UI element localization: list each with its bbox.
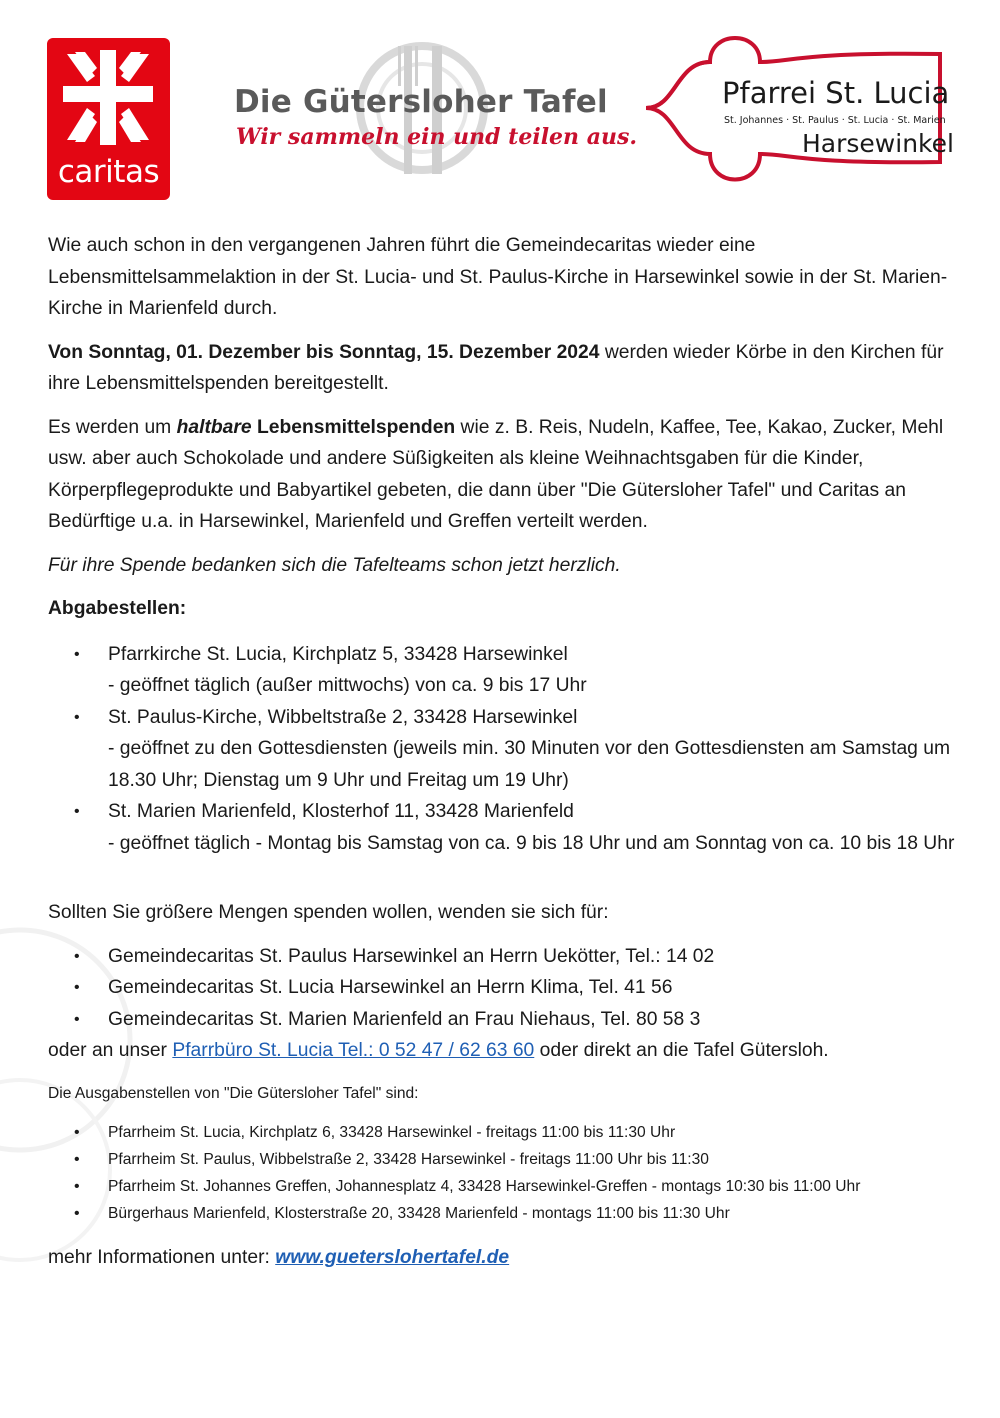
pfarrei-place: Harsewinkel (802, 129, 954, 158)
dropoff-address: • Pfarrkirche St. Lucia, Kirchplatz 5, 33428 Harsewinkel (108, 643, 568, 665)
list-item (48, 796, 960, 859)
dropoff-heading-text: Abgabestellen: (48, 598, 187, 619)
pfarrei-subtitle: St. Johannes · St. Paulus · St. Lucia · St. Marien (724, 115, 946, 126)
caritas-logo-label: caritas (57, 154, 160, 190)
list-item: • Gemeindecaritas St. Lucia Harsewinkel an Herrn Klima, Tel. 41 56 (48, 972, 960, 1004)
dropoff-hours: - geöffnet täglich - Montag bis Samstag von ca. 9 bis 18 Uhr und am Sonntag von ca. 10 bis 18 Uhr (108, 832, 955, 854)
tafel-website-link[interactable]: www.gueterslohertafel.de (275, 1246, 510, 1268)
outlets-section (48, 1081, 960, 1226)
more-info (48, 1242, 960, 1274)
list-item: • Bürgerhaus Marienfeld, Klosterstraße 20, 33428 Marienfeld - montags 11:00 bis 11:30 Uhr (48, 1201, 960, 1226)
outro-pre: oder an unser (48, 1040, 173, 1061)
pfarrei-name: Pfarrei St. Lucia (722, 76, 950, 110)
flyer-body (48, 230, 960, 1285)
more-info-pre: mehr Informationen unter: (48, 1246, 276, 1268)
contacts-outro (48, 1035, 960, 1067)
outlets-list (48, 1120, 960, 1226)
dropoff-address: • St. Marien Marienfeld, Klosterhof 11, 33428 Marienfeld (108, 801, 574, 822)
thanks-text: Für ihre Spende bedanken sich die Tafelteams schon jetzt herzlich. (48, 554, 621, 576)
dropoff-hours: - geöffnet täglich (außer mittwochs) von ca. 9 bis 17 Uhr (108, 675, 587, 696)
tafel-logo (232, 40, 637, 180)
pfarrbuero-link[interactable]: Pfarrbüro St. Lucia Tel.: 0 52 47 / 62 63 60 (172, 1040, 535, 1061)
caritas-cross-icon (63, 50, 153, 145)
tafel-name: Die Gütersloher Tafel (234, 84, 608, 120)
request-bold: Lebensmittelspenden (251, 416, 456, 438)
dates-paragraph (48, 337, 960, 400)
contacts-intro: Sollten Sie größere Mengen spenden wollen, wenden sie sich für: (48, 902, 609, 923)
dates-rest: werden wieder Körbe in den Kirchen für ihre Lebensmittelspenden bereitgestellt. (48, 341, 944, 394)
list-item: • Pfarrheim St. Lucia, Kirchplatz 6, 33428 Harsewinkel - freitags 11:00 bis 11:30 Uhr (48, 1120, 960, 1145)
dropoff-list (48, 639, 960, 860)
dropoff-hours: - geöffnet zu den Gottesdiensten (jeweils min. 30 Minuten vor den Gottesdiensten am Samstag um 18.30 Uhr; Dienstag um 9 Uhr und Freitag um 19 Uhr) (108, 738, 951, 791)
tafel-slogan: Wir sammeln ein und teilen aus. (236, 124, 637, 150)
list-item: • Pfarrheim St. Johannes Greffen, Johannesplatz 4, 33428 Harsewinkel-Greffen - montags 10:30 bis 11:00 Uhr (48, 1174, 960, 1199)
request-paragraph (48, 412, 960, 538)
dates-bold: Von Sonntag, 01. Dezember bis Sonntag, 15. Dezember 2024 (48, 341, 600, 363)
request-haltbare: haltbare (176, 416, 252, 438)
dropoff-address: • St. Paulus-Kirche, Wibbeltstraße 2, 33428 Harsewinkel (108, 706, 578, 728)
list-item: • Gemeindecaritas St. Paulus Harsewinkel an Herrn Uekötter, Tel.: 14 02 (48, 941, 960, 973)
pfarrei-logo (640, 32, 960, 192)
list-item (48, 702, 960, 797)
thanks-paragraph (48, 550, 960, 582)
contacts-list (48, 941, 960, 1036)
list-item (48, 639, 960, 702)
list-item: • Pfarrheim St. Paulus, Wibbelstraße 2, 33428 Harsewinkel - freitags 11:00 Uhr bis 11:30 (48, 1147, 960, 1172)
request-rest: wie z. B. Reis, Nudeln, Kaffee, Tee, Kakao, Zucker, Mehl usw. aber auch Schokolade und andere Süßigkeiten als kleine Weihnachtsgaben für die Kinder, Körperpflegeprodukte und Babyartikel gebeten, die dann über "Die Gütersloher Tafel" und Caritas an Bedürftige u.a. in Harsewinkel, Marienfeld und Greffen verteilt werden. (48, 416, 944, 532)
outlets-heading: Die Ausgabenstellen von "Die Gütersloher Tafel" sind: (48, 1084, 419, 1102)
quatrefoil-frame-icon (640, 32, 960, 192)
intro-paragraph: Wie auch schon in den vergangenen Jahren führt die Gemeindecaritas wieder eine Lebensmittelsammelaktion in der St. Lucia- und St. Paulus-Kirche in Harsewinkel sowie in der St. Marien-Kirche in Marienfeld durch. (48, 235, 948, 319)
request-pre: Es werden um (48, 416, 177, 438)
caritas-logo (47, 38, 170, 200)
dropoff-heading (48, 593, 960, 625)
outro-post: oder direkt an die Tafel Gütersloh. (534, 1040, 829, 1061)
list-item: • Gemeindecaritas St. Marien Marienfeld an Frau Niehaus, Tel. 80 58 3 (48, 1004, 960, 1036)
